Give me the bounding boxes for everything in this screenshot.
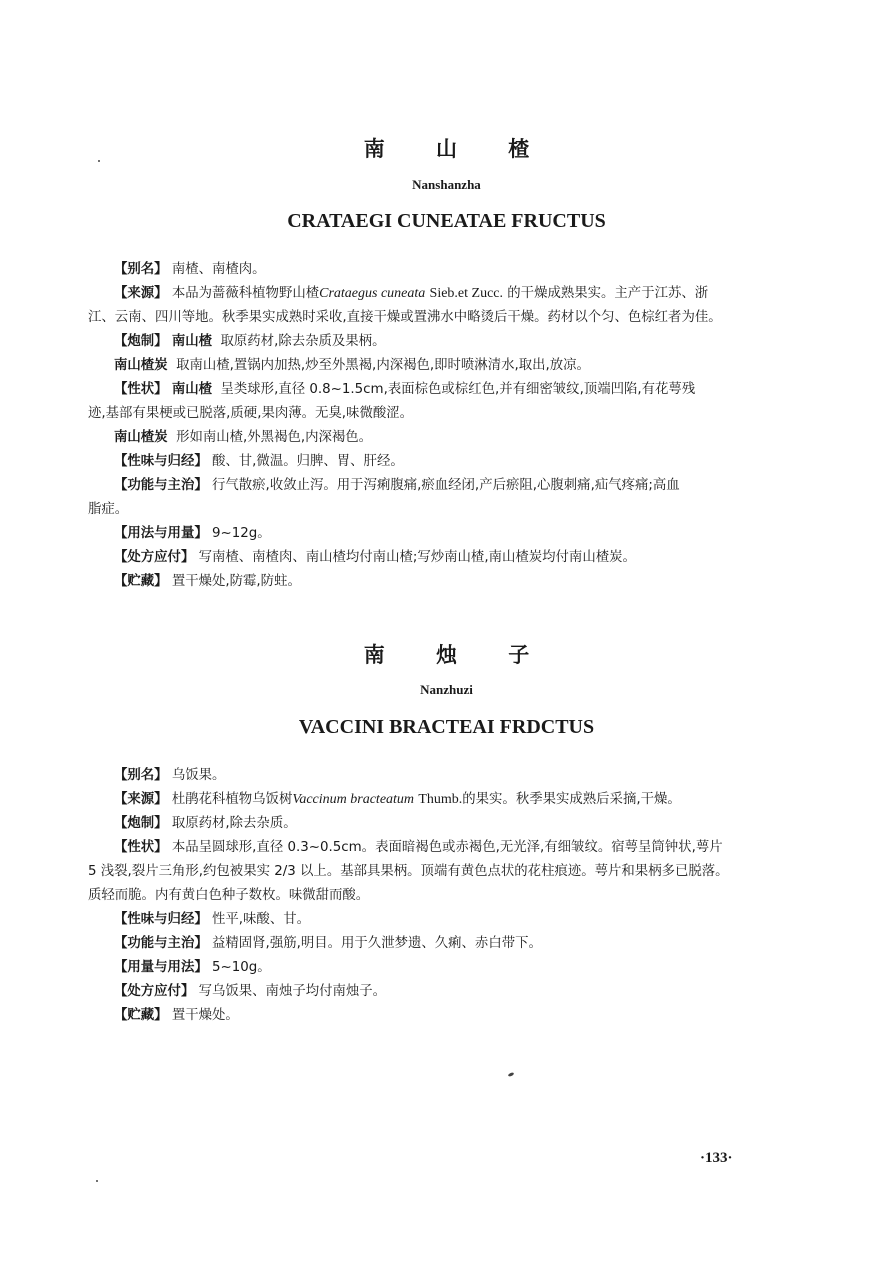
entry2-description-cont: 5 浅裂,裂片三角形,约包被果实 2/3 以上。基部具果柄。顶端有黄色点状的花柱痕迹。萼片和果柄多已脱落。	[88, 864, 729, 879]
entry2-dosage: 【用量与用法】 5~10g。	[114, 960, 271, 975]
entry1-source-cont: 江、云南、四川等地。秋季果实成熟时采收,直接干燥或置沸水中略烫后干燥。药材以个匀、色棕红者为佳。	[88, 310, 722, 325]
entry1-chinese-title: 南 山 楂	[363, 137, 552, 161]
entry2-description: 【性状】 本品呈圆球形,直径 0.3~0.5cm。表面暗褐色或赤褐色,无光泽,有细皱纹。宿萼呈筒钟状,萼片	[114, 840, 723, 855]
entry1-nature: 【性味与归经】 酸、甘,微温。归脾、胃、肝经。	[114, 454, 404, 469]
entry1-function-cont: 脂症。	[88, 502, 129, 517]
entry1-description-charred: 南山楂炭 形如南山楂,外黑褐色,内深褐色。	[114, 430, 373, 445]
entry2-latin-title: VACCINI BRACTEAI FRDCTUS	[298, 716, 595, 738]
entry2-processing: 【炮制】 取原药材,除去杂质。	[114, 816, 297, 831]
entry1-pinyin-title: Nanshanzha	[412, 177, 481, 192]
entry1-source: 【来源】 本品为蔷薇科植物野山楂Crataegus cuneata Sieb.et Zucc. 的干燥成熟果实。主产于江苏、浙	[114, 286, 709, 301]
entry1-dosage: 【用法与用量】 9~12g。	[114, 526, 271, 541]
entry1-alias: 【别名】 南楂、南楂肉。	[114, 262, 266, 277]
entry2-description-cont2: 质轻而脆。内有黄白色种子数枚。味微甜而酸。	[88, 888, 370, 903]
entry2-chinese-title: 南 烛 子	[363, 643, 552, 667]
species-name: Crataegus cuneata	[319, 286, 426, 301]
species-name: Vaccinum bracteatum	[292, 792, 415, 807]
entry2-function: 【功能与主治】 益精固肾,强筋,明目。用于久泄梦遗、久痢、赤白带下。	[114, 936, 542, 951]
entry2-storage: 【贮藏】 置干燥处。	[114, 1008, 239, 1023]
entry1-latin-title: CRATAEGI CUNEATAE FRUCTUS	[287, 210, 606, 232]
entry2-prescription: 【处方应付】 写乌饭果、南烛子均付南烛子。	[114, 984, 387, 999]
scan-speck	[96, 1180, 98, 1182]
entry1-function: 【功能与主治】 行气散瘀,收敛止泻。用于泻痢腹痛,瘀血经闭,产后瘀阻,心腹刺痛,疝气疼痛;高血	[114, 478, 680, 493]
entry1-processing-charred: 南山楂炭 取南山楂,置锅内加热,炒至外黑褐,内深褐色,即时喷淋清水,取出,放凉。	[114, 358, 590, 373]
entry1-processing: 【炮制】 南山楂 取原药材,除去杂质及果柄。	[114, 334, 386, 349]
scan-speck	[98, 160, 100, 162]
entry2-nature: 【性味与归经】 性平,味酸、甘。	[114, 912, 310, 927]
entry1-prescription: 【处方应付】 写南楂、南楂肉、南山楂均付南山楂;写炒南山楂,南山楂炭均付南山楂炭。	[114, 550, 636, 565]
scan-speck	[508, 1072, 515, 1077]
entry2-source: 【来源】 杜鹃花科植物乌饭树Vaccinum bracteatum Thumb.的果实。秋季果实成熟后采摘,干燥。	[114, 792, 681, 807]
page-number: ·133·	[700, 1150, 733, 1166]
entry1-storage: 【贮藏】 置干燥处,防霉,防蛀。	[114, 574, 301, 589]
entry2-alias: 【别名】 乌饭果。	[114, 768, 226, 783]
entry1-description-cont: 迹,基部有果梗或已脱落,质硬,果肉薄。无臭,味微酸涩。	[88, 406, 414, 421]
entry2-pinyin-title: Nanzhuzi	[420, 682, 473, 697]
entry2-body	[88, 764, 810, 1028]
entry1-body	[88, 258, 810, 594]
entry1-description: 【性状】 南山楂 呈类球形,直径 0.8~1.5cm,表面棕色或棕红色,并有细密皱纹,顶端凹陷,有花萼残	[114, 382, 696, 397]
